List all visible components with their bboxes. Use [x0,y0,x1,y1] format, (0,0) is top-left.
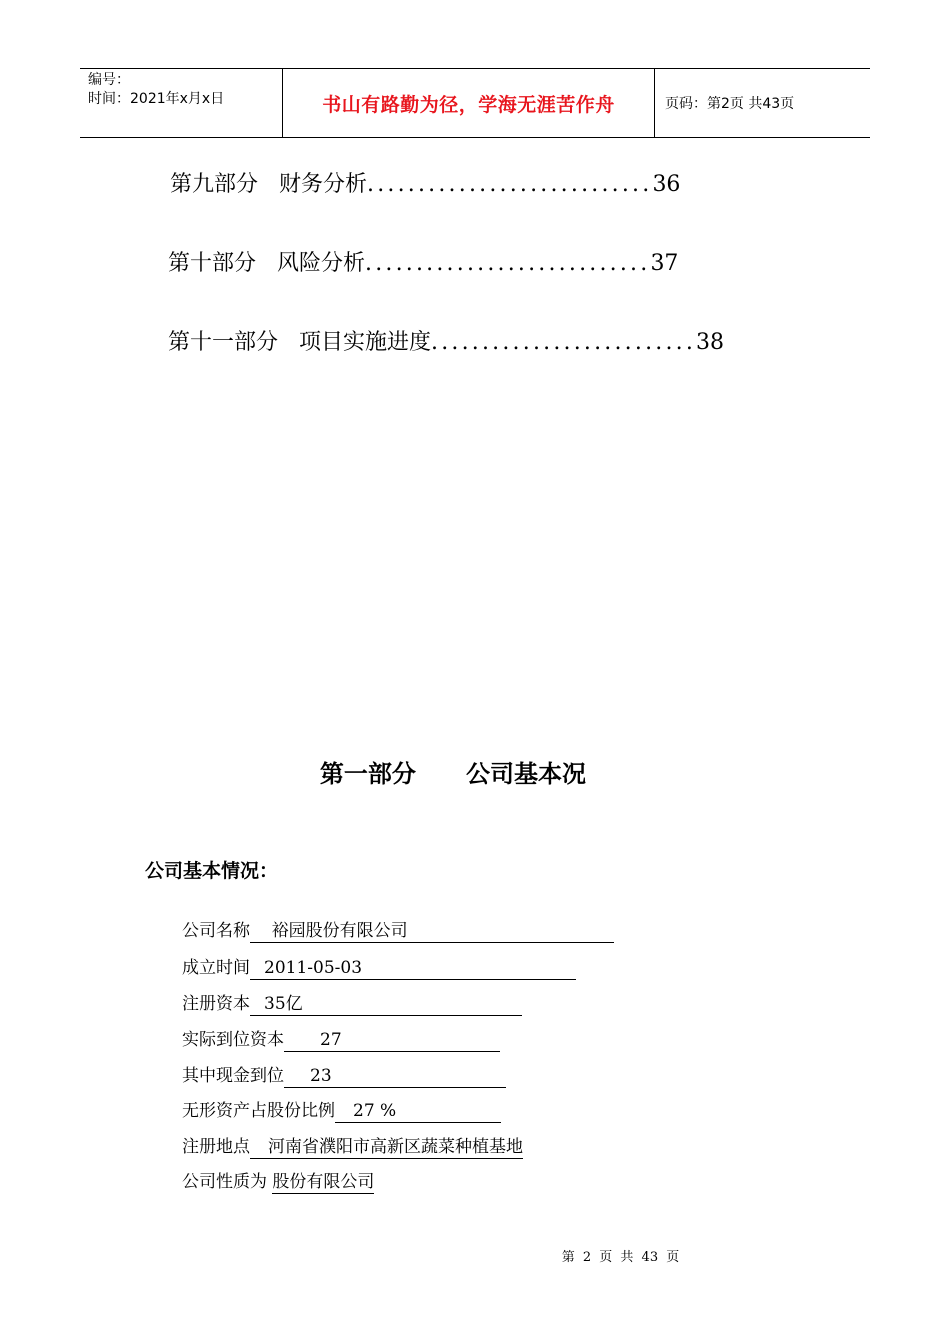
toc-entry[interactable] [168,249,678,279]
header-motto: 书山有路勤为径，学海无涯苦作舟 [282,69,655,137]
page-header [80,68,870,138]
toc-entry-title: 项目实施进度 [299,330,432,355]
field-cash-capital [182,1064,506,1088]
toc-entry-dots: ............................ [367,172,653,197]
field-value: 23 [284,1065,506,1088]
toc-entry-label: 第十一部分 [168,330,279,355]
field-label: 公司名称 [182,921,250,941]
field-registered-capital [182,992,522,1016]
field-label: 注册地点 [182,1137,250,1157]
section-title: 第一部分 公司基本况 [319,760,587,788]
toc-entry-page: 36 [652,172,681,197]
toc-entry-page: 37 [650,251,679,276]
field-value: 股份有限公司 [272,1172,375,1192]
field-registered-address [182,1135,523,1159]
toc-entry[interactable] [170,170,680,200]
field-intangible-ratio [182,1099,501,1123]
field-value: 27 [284,1029,500,1052]
section-subtitle: 公司基本情况： [145,860,279,882]
field-value: 2011-05-03 [250,957,576,980]
field-label: 实际到位资本 [182,1030,284,1050]
toc-entry-dots: .......................... [431,330,697,355]
toc-entry-title: 风险分析 [277,251,366,276]
toc-entry[interactable] [168,328,724,358]
field-label: 注册资本 [182,994,250,1014]
toc-entry-title: 财务分析 [279,172,368,197]
field-actual-capital [182,1028,500,1052]
field-founded [182,956,576,980]
toc-entry-label: 第十部分 [168,251,257,276]
header-code-label: 编号： [88,72,130,88]
field-value: 35亿 [250,993,522,1016]
header-time-label: 时间：2021年x月x日 [88,91,225,107]
field-company-name [182,919,614,943]
toc-entry-page: 38 [696,330,725,355]
field-value: 27 % [335,1100,501,1123]
field-label: 无形资产占股份比例 [182,1101,335,1121]
page-footer: 第 2 页 共 43 页 [561,1250,680,1265]
toc-entry-label: 第九部分 [170,172,259,197]
field-company-nature [182,1170,374,1194]
field-value: 河南省濮阳市高新区蔬菜种植基地 [250,1136,523,1159]
field-label: 公司性质为 [182,1172,267,1192]
header-page-info: 页码：第2页 共43页 [665,96,795,112]
header-meta [80,69,282,137]
field-value: 裕园股份有限公司 [250,920,614,943]
field-label: 成立时间 [182,958,250,978]
toc-entry-dots: ............................ [365,251,651,276]
field-label: 其中现金到位 [182,1066,284,1086]
